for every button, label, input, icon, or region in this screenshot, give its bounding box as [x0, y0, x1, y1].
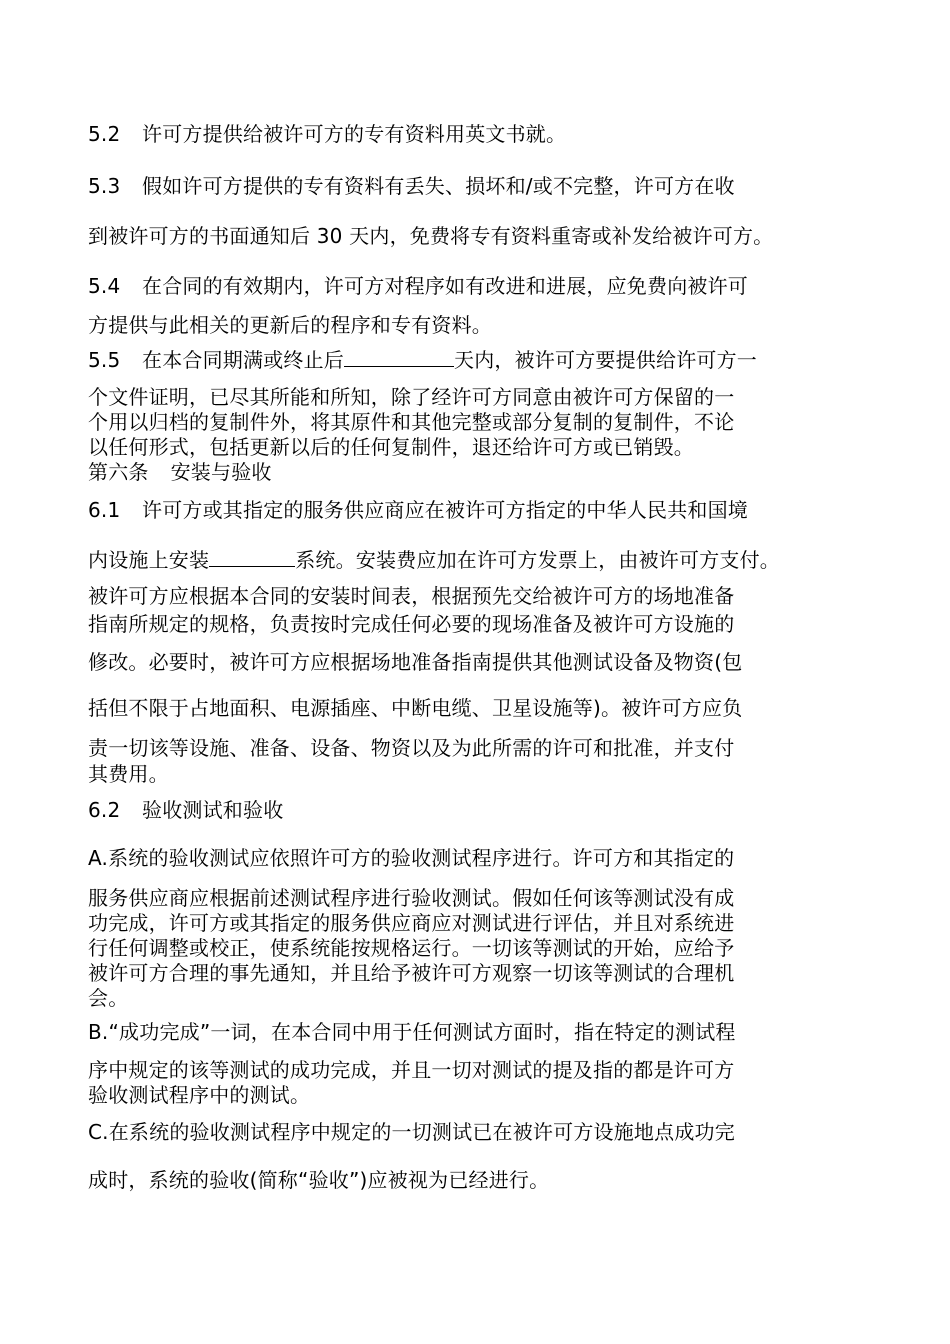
clause-text: 假如许可方提供的专有资料有丢失、损坏和/或不完整，许可方在收 [142, 174, 735, 198]
paragraph-a-line-3: 功完成，许可方或其指定的服务供应商应对测试进行评估，并且对系统进 [88, 911, 735, 935]
clause-5-4-line-2: 方提供与此相关的更新后的程序和专有资料。 [88, 313, 492, 337]
paragraph-a-line-2: 服务供应商应根据前述测试程序进行验收测试。假如任何该等测试没有成 [88, 886, 735, 910]
paragraph-b-line-2: 序中规定的该等测试的成功完成，并且一切对测试的提及指的都是许可方 [88, 1058, 735, 1082]
article-6-heading [88, 460, 272, 484]
clause-number: 5.4 [88, 274, 121, 298]
paragraph-a-line-6: 会。 [88, 986, 129, 1010]
clause-6-1-line-5: 修改。必要时，被许可方应根据场地准备指南提供其他测试设备及物资(包 [88, 650, 743, 674]
clause-number: 6.2 [88, 798, 121, 822]
paragraph-c-line-1: C.在系统的验收测试程序中规定的一切测试已在被许可方设施地点成功完 [88, 1120, 735, 1144]
clause-5-5-line-1 [88, 346, 757, 372]
clause-text: 系统。安装费应加在许可方发票上，由被许可方支付。 [295, 548, 781, 572]
article-label: 第六条 [88, 460, 149, 484]
clause-6-1-line-6: 括但不限于占地面积、电源插座、中断电缆、卫星设施等)。被许可方应负 [88, 696, 743, 720]
clause-text: 许可方或其指定的服务供应商应在被许可方指定的中华人民共和国境 [142, 498, 748, 522]
clause-6-2-heading [88, 798, 283, 822]
clause-6-1-line-8: 其费用。 [88, 762, 169, 786]
clause-number: 5.3 [88, 174, 121, 198]
clause-number: 5.2 [88, 122, 121, 146]
clause-6-1-line-7: 责一切该等设施、准备、设备、物资以及为此所需的许可和批准，并支付 [88, 736, 735, 760]
clause-5-5-line-4: 以任何形式，包括更新以后的任何复制件，退还给许可方或已销毁。 [88, 435, 694, 459]
clause-5-4-line-1 [88, 274, 748, 298]
blank-days-field[interactable] [344, 346, 454, 367]
clause-text: 在本合同期满或终止后 [142, 348, 344, 372]
article-title: 安装与验收 [170, 460, 272, 484]
blank-system-field[interactable] [209, 546, 295, 567]
clause-text: 内设施上安装 [88, 548, 210, 572]
paragraph-b-line-1: B.“成功完成”一词，在本合同中用于任何测试方面时，指在特定的测试程 [88, 1020, 736, 1044]
clause-6-1-line-3: 被许可方应根据本合同的安装时间表，根据预先交给被许可方的场地准备 [88, 584, 735, 608]
clause-text: 许可方提供给被许可方的专有资料用英文书就。 [142, 122, 567, 146]
paragraph-c-line-2: 成时，系统的验收(简称“验收”)应被视为已经进行。 [88, 1168, 550, 1192]
clause-title: 验收测试和验收 [142, 798, 284, 822]
paragraph-a-line-1: A.系统的验收测试应依照许可方的验收测试程序进行。许可方和其指定的 [88, 846, 735, 870]
clause-6-1-line-1 [88, 498, 748, 522]
clause-5-5-line-2: 个文件证明，已尽其所能和所知，除了经许可方同意由被许可方保留的一 [88, 385, 735, 409]
paragraph-b-line-3: 验收测试程序中的测试。 [88, 1083, 311, 1107]
clause-number: 5.5 [88, 348, 121, 372]
clause-text: 在合同的有效期内，许可方对程序如有改进和进展，应免费向被许可 [142, 274, 748, 298]
clause-6-1-line-4: 指南所规定的规格，负责按时完成任何必要的现场准备及被许可方设施的 [88, 612, 735, 636]
clause-5-3-line-1 [88, 174, 735, 198]
clause-5-5-line-3: 个用以归档的复制件外，将其原件和其他完整或部分复制的复制件，不论 [88, 410, 735, 434]
paragraph-a-line-5: 被许可方合理的事先通知，并且给予被许可方观察一切该等测试的合理机 [88, 961, 735, 985]
clause-text: 天内，被许可方要提供给许可方一 [454, 348, 757, 372]
clause-5-2 [88, 122, 566, 146]
clause-5-3-line-2: 到被许可方的书面通知后 30 天内，免费将专有资料重寄或补发给被许可方。 [88, 224, 774, 248]
clause-number: 6.1 [88, 498, 121, 522]
paragraph-a-line-4: 行任何调整或校正，使系统能按规格运行。一切该等测试的开始，应给予 [88, 936, 735, 960]
clause-6-1-line-2 [88, 546, 780, 572]
